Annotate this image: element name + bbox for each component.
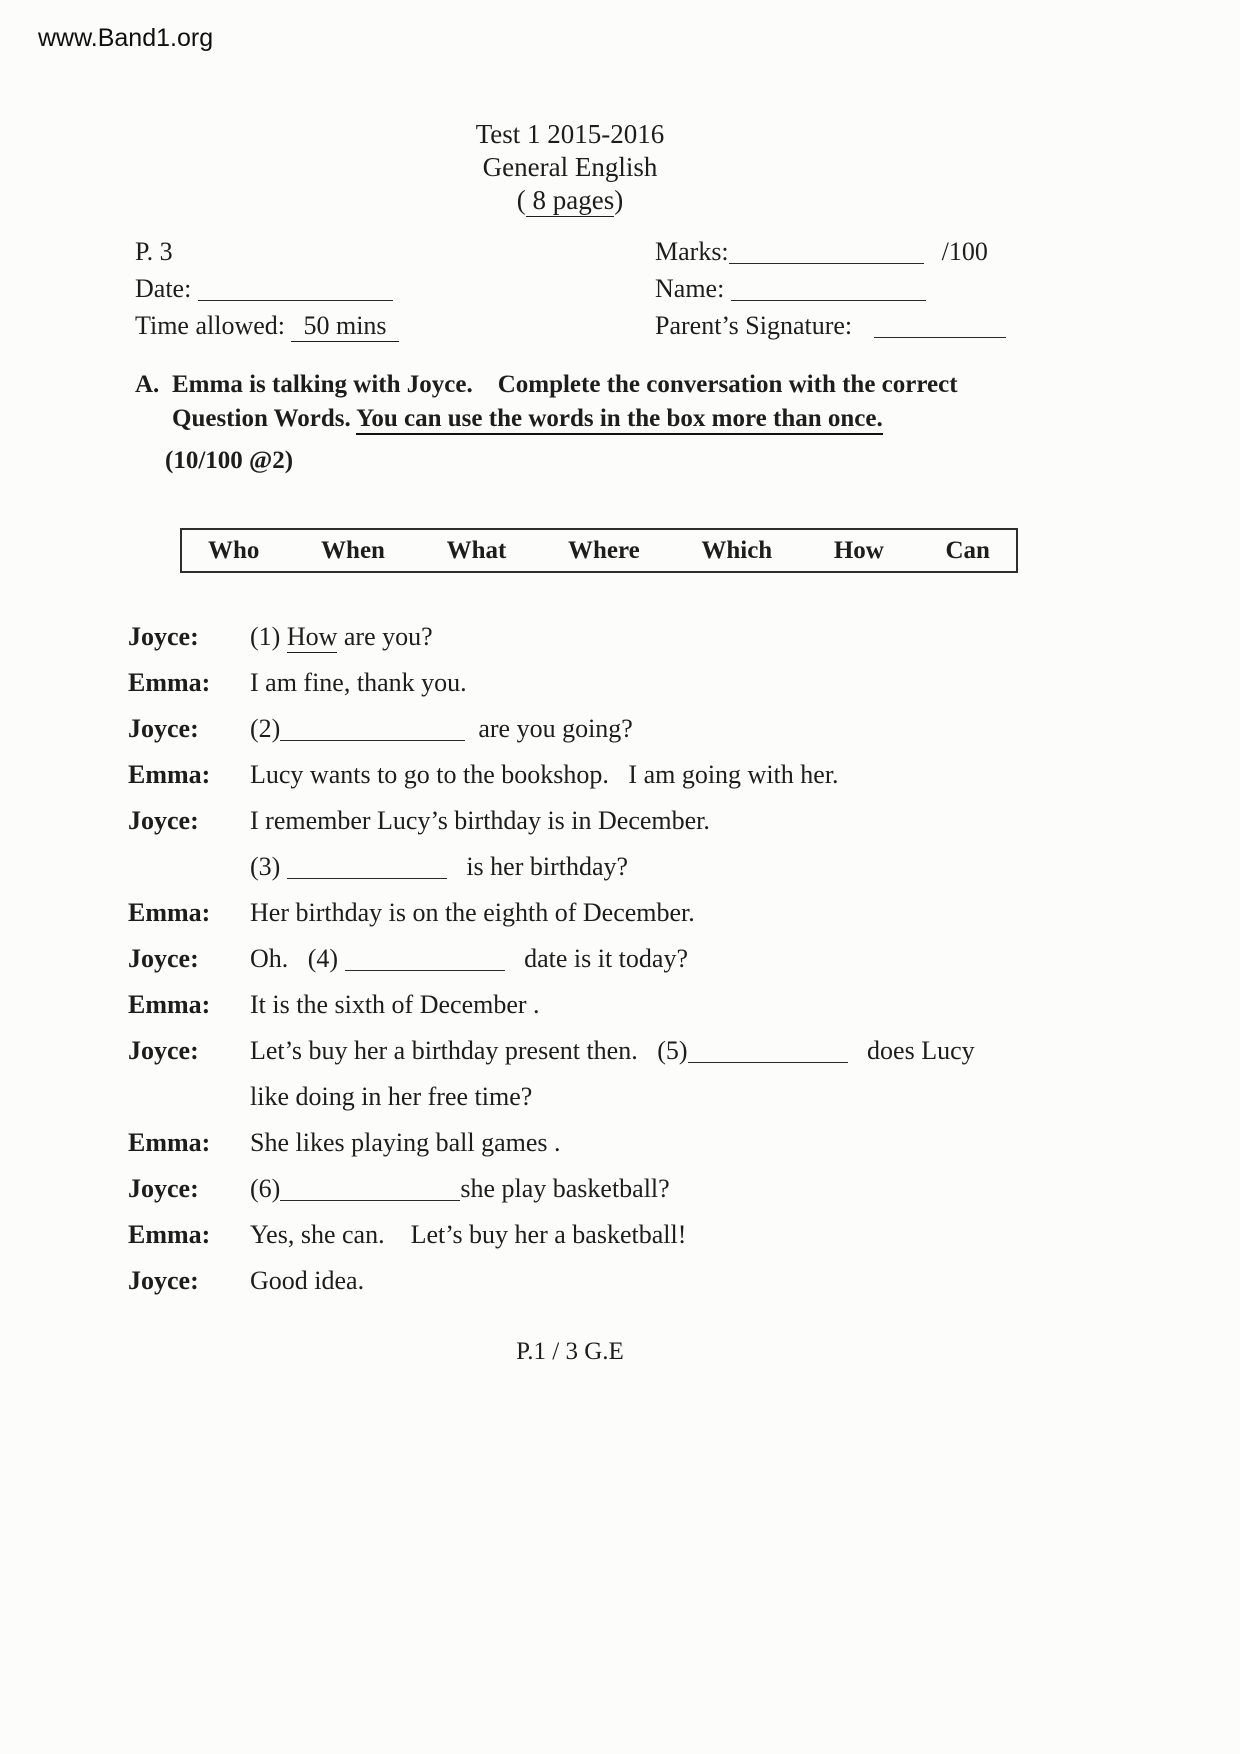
conversation-row	[128, 1035, 1128, 1066]
pages-line	[0, 184, 1140, 217]
speaker-label: Joyce:	[128, 806, 199, 835]
header-info	[135, 233, 1240, 344]
utterance-text: Her birthday is on the eighth of December.	[250, 898, 695, 927]
page-footer: P.1 / 3 G.E	[516, 1338, 624, 1365]
conversation-row	[128, 1127, 1128, 1158]
instruction-line-2-normal: Question Words.	[172, 405, 357, 432]
conversation	[128, 621, 1128, 1296]
speaker-label: Joyce:	[128, 622, 199, 651]
utterance-text: (1) How are you?	[250, 622, 433, 651]
conversation-row	[128, 851, 1128, 882]
date-label: Date:	[135, 274, 192, 303]
utterance-text: (3) is her birthday?	[250, 852, 629, 881]
answer-blank	[280, 1176, 460, 1201]
word-box-item: How	[833, 536, 884, 564]
word-box-item: When	[321, 536, 385, 564]
utterance-text: Lucy wants to go to the bookshop. I am going with her.	[250, 760, 839, 789]
conversation-row	[128, 805, 1128, 836]
section-letter: A.	[135, 371, 160, 398]
answer-blank	[280, 716, 465, 741]
subject-title: General English	[482, 152, 658, 182]
conversation-row	[128, 759, 1128, 790]
conversation-row	[128, 667, 1128, 698]
name-label: Name:	[655, 274, 725, 303]
pages-open: (	[516, 185, 526, 215]
speaker-label: Joyce:	[128, 1174, 199, 1203]
time-allowed-line	[135, 307, 655, 344]
utterance-text: I remember Lucy’s birthday is in December.	[250, 806, 710, 835]
signature-line	[655, 307, 1215, 344]
time-allowed-value: 50 mins	[291, 311, 398, 342]
utterance-text: Oh. (4) date is it today?	[250, 944, 688, 973]
word-box-item: Who	[208, 536, 260, 564]
site-watermark: www.Band1.org	[38, 24, 214, 52]
conversation-row	[128, 1219, 1128, 1250]
name-line	[655, 270, 1215, 307]
utterance-text: I am fine, thank you.	[250, 668, 467, 697]
answer-blank	[688, 1038, 848, 1063]
name-blank	[731, 276, 926, 301]
marks-label: Marks:	[655, 237, 729, 266]
test-title: Test 1 2015-2016	[475, 119, 665, 149]
instruction-line-2	[172, 402, 958, 436]
time-allowed-label: Time allowed:	[135, 311, 285, 340]
answer-blank	[287, 854, 447, 879]
conversation-row	[128, 621, 1128, 652]
marks-line	[655, 233, 1215, 270]
utterance-text: It is the sixth of December .	[250, 990, 540, 1019]
marks-denominator: /100	[941, 237, 988, 266]
speaker-label: Joyce:	[128, 1266, 199, 1295]
answer-underlined: How	[286, 622, 338, 651]
utterance-text: Yes, she can. Let’s buy her a basketball!	[250, 1220, 687, 1249]
speaker-label: Emma:	[128, 898, 211, 927]
speaker-label: Emma:	[128, 668, 211, 697]
utterance-text: (2) are you going?	[250, 714, 633, 743]
word-box-item: Which	[701, 536, 773, 564]
utterance-text: (6) she play basketball?	[250, 1174, 670, 1203]
speaker-label: Joyce:	[128, 714, 199, 743]
speaker-label: Emma:	[128, 760, 211, 789]
utterance-text: like doing in her free time?	[250, 1082, 533, 1111]
speaker-label: Emma:	[128, 1220, 211, 1249]
pages-count-underlined: 8 pages	[525, 185, 615, 215]
speaker-label	[128, 851, 250, 882]
speaker-label: Emma:	[128, 990, 211, 1019]
speaker-label: Joyce:	[128, 944, 199, 973]
word-box-item: What	[446, 536, 507, 564]
conversation-row	[128, 713, 1128, 744]
speaker-label: Emma:	[128, 1128, 211, 1157]
marks-blank	[729, 239, 924, 264]
instruction-line-2-underlined: You can use the words in the box more than once.	[356, 405, 883, 435]
answer-blank	[345, 946, 505, 971]
conversation-row	[128, 943, 1128, 974]
date-line	[135, 270, 655, 307]
class-level: P. 3	[135, 237, 173, 266]
conversation-row	[128, 1265, 1128, 1296]
utterance-text: Good idea.	[250, 1266, 365, 1295]
signature-blank	[874, 313, 1006, 338]
section-instruction	[172, 368, 958, 436]
header-info-left	[135, 233, 655, 344]
instruction-line-1: Emma is talking with Joyce. Complete the conversation with the correct	[172, 371, 958, 398]
speaker-label: Joyce:	[128, 1036, 199, 1065]
section-a	[135, 368, 1075, 478]
utterance-text: She likes playing ball games .	[250, 1128, 561, 1157]
section-a-instruction-row	[135, 368, 1075, 436]
conversation-row	[128, 989, 1128, 1020]
date-blank	[198, 276, 393, 301]
utterance-text: Let’s buy her a birthday present then. (5) does Lucy	[250, 1036, 975, 1065]
word-box-item: Can	[945, 536, 990, 564]
header-info-right	[655, 233, 1215, 344]
question-word-box	[180, 528, 1018, 573]
conversation-row	[128, 1081, 1128, 1112]
signature-label: Parent’s Signature:	[655, 311, 853, 340]
conversation-row	[128, 897, 1128, 928]
conversation-row	[128, 1173, 1128, 1204]
pages-close: )	[614, 185, 624, 215]
section-marks-note: (10/100 @2)	[165, 447, 294, 474]
word-box-item: Where	[567, 536, 640, 564]
speaker-label	[128, 1081, 250, 1112]
